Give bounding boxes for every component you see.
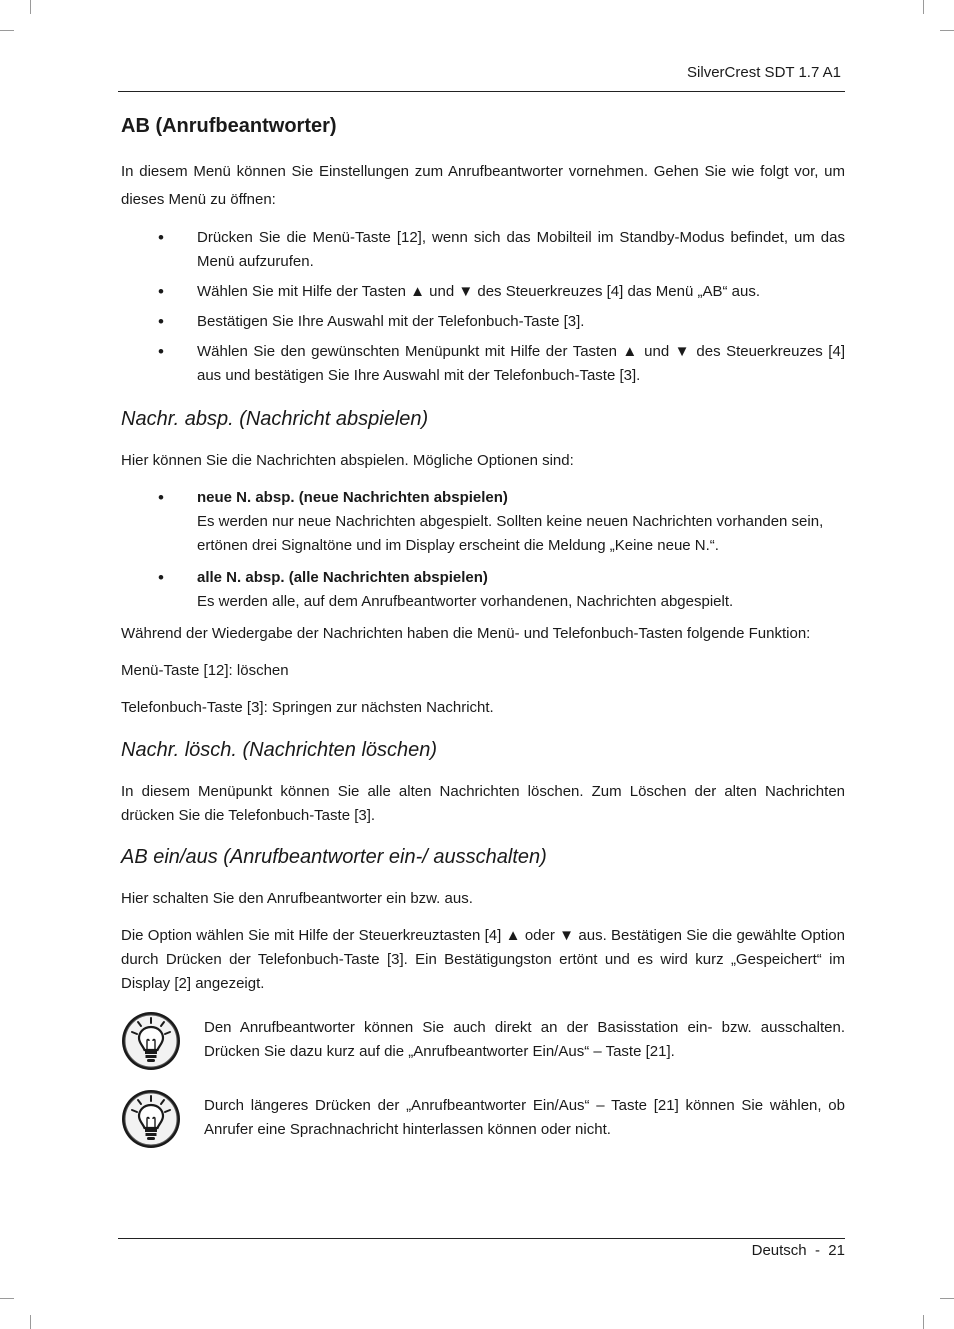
note-block [121, 1094, 845, 1156]
option-title: • neue N. absp. (neue Nachrichten abspielen) [197, 489, 508, 506]
intro-paragraph: In diesem Menü können Sie Einstellungen zum Anrufbeantworter vornehmen. Gehen Sie wie folgt vor, um dieses Menü zu öffnen: [121, 163, 845, 208]
page-footer: Deutsch - 21 [751, 1242, 845, 1259]
option-description: Es werden nur neue Nachrichten abgespielt. Sollten keine neuen Nachrichten vorhanden sein, ertönen drei Signaltöne und im Display erscheint die Meldung „Keine neue N.“. [197, 513, 824, 554]
delete-paragraph: In diesem Menüpunkt können Sie alle alten Nachrichten löschen. Zum Löschen der alten Nachrichten drücken Sie die Telefonbuch-Taste [3]. [121, 783, 845, 824]
lightbulb-icon [121, 1011, 181, 1071]
crop-mark [30, 0, 31, 14]
onoff-option-paragraph: Die Option wählen Sie mit Hilfe der Steuerkreuztasten [4] ▲ oder ▼ aus. Bestätigen Sie die gewählte Option durch Drücken der Telefonbuch-Taste [3]. Ein Bestätigungston ertönt und es wird kurz „Gespeichert“ im Display [2] angezeigt. [121, 927, 845, 992]
note-block [121, 1016, 845, 1078]
play-options-list [121, 486, 845, 614]
onoff-paragraph: Hier schalten Sie den Anrufbeantworter ein bzw. aus. [121, 890, 473, 907]
crop-mark [0, 30, 14, 31]
playback-functions-paragraph: Während der Wiedergabe der Nachrichten haben die Menü- und Telefonbuch-Tasten folgende Funktion: [121, 625, 811, 642]
lightbulb-icon [121, 1089, 181, 1149]
subsection-title-play: Nachr. absp. (Nachricht abspielen) [121, 408, 429, 430]
note-text: Den Anrufbeantworter können Sie auch direkt an der Basisstation ein- bzw. ausschalten. Drücken Sie dazu kurz auf die „Anrufbeantworter Ein/Aus“ – Taste [21]. [204, 1019, 845, 1060]
page-content [121, 112, 845, 1172]
crop-mark [30, 1315, 31, 1329]
option-description: Es werden alle, auf dem Anrufbeantworter vorhandenen, Nachrichten abgespielt. [197, 593, 734, 610]
section-title: AB (Anrufbeantworter) [121, 115, 337, 137]
crop-mark [923, 1315, 924, 1329]
play-intro: Hier können Sie die Nachrichten abspielen. Mögliche Optionen sind: [121, 452, 574, 469]
note-text: Durch längeres Drücken der „Anrufbeantworter Ein/Aus“ – Taste [21] können Sie wählen, ob Anrufer eine Sprachnachricht hinterlassen können oder nicht. [204, 1097, 845, 1138]
step-list [121, 226, 845, 388]
header-rule [118, 91, 845, 92]
crop-mark [0, 1298, 14, 1299]
phonebook-key-function: Telefonbuch-Taste [3]: Springen zur nächsten Nachricht. [121, 699, 494, 716]
crop-mark [940, 30, 954, 31]
list-item: • Wählen Sie mit Hilfe der Tasten ▲ und ▼ des Steuerkreuzes [4] das Menü „AB“ aus. [121, 280, 845, 304]
option-title: • alle N. absp. (alle Nachrichten abspielen) [197, 569, 488, 586]
list-item: • Drücken Sie die Menü-Taste [12], wenn sich das Mobilteil im Standby-Modus befindet, um das Menü aufzurufen. [121, 226, 845, 274]
subsection-title-delete: Nachr. lösch. (Nachrichten löschen) [121, 739, 438, 761]
crop-mark [923, 0, 924, 14]
crop-mark [940, 1298, 954, 1299]
subsection-title-onoff: AB ein/aus (Anrufbeantworter ein-/ ausschalten) [121, 846, 547, 868]
list-item: • Wählen Sie den gewünschten Menüpunkt mit Hilfe der Tasten ▲ und ▼ des Steuerkreuzes [4] aus und bestätigen Sie Ihre Auswahl mit der Telefonbuch-Taste [3]. [121, 340, 845, 388]
list-item: • Bestätigen Sie Ihre Auswahl mit der Telefonbuch-Taste [3]. [121, 310, 845, 334]
page-header-title: SilverCrest SDT 1.7 A1 [687, 64, 841, 81]
menu-key-function: Menü-Taste [12]: löschen [121, 662, 289, 679]
list-item [121, 486, 845, 558]
footer-rule [118, 1238, 845, 1239]
list-item [121, 566, 845, 614]
